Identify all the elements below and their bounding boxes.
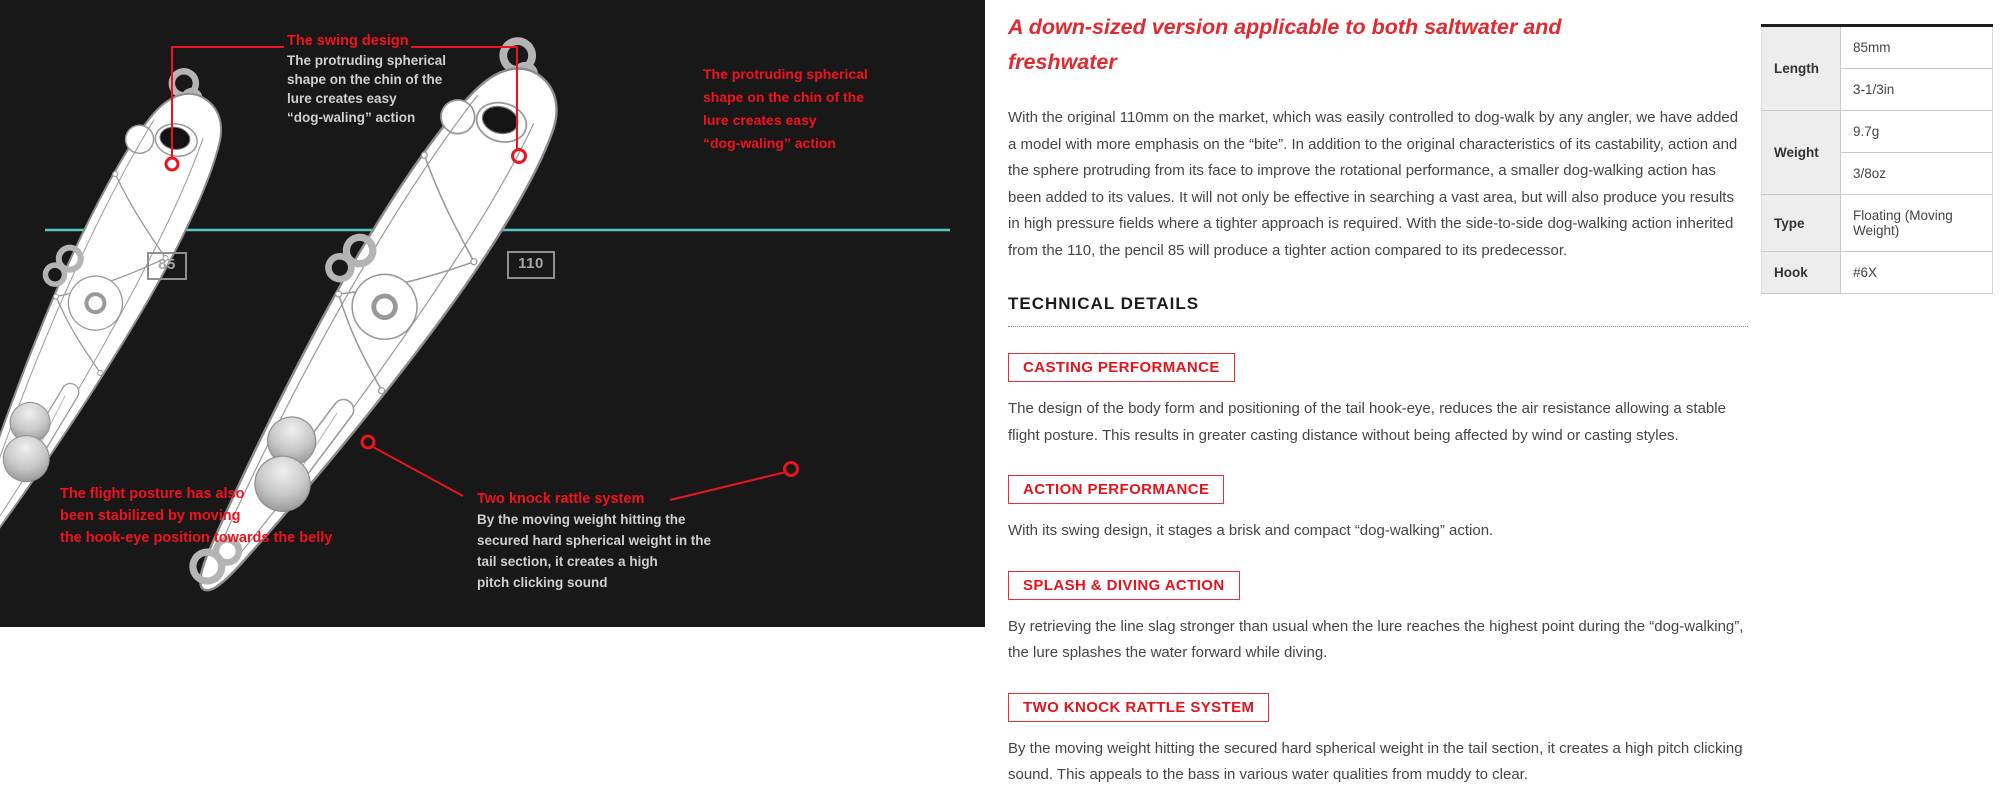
annotation-line: The protruding spherical — [703, 66, 868, 82]
technical-details-heading: TECHNICAL DETAILS — [1008, 294, 1200, 313]
spec-table — [1761, 24, 1993, 294]
annotation-line: shape on the chin of the — [287, 72, 443, 87]
annotation-line: “dog-waling” action — [703, 135, 836, 151]
section-text: By the moving weight hitting the secured hard spherical weight in the tail section, it creates a high pitch clicking sound. This appeals to the bass in various water qualities from muddy to clear. — [1008, 739, 1743, 783]
section-action-performance — [1008, 475, 1748, 545]
section-tag: SPLASH & DIVING ACTION — [1008, 571, 1240, 600]
spec-value: 3/8oz — [1841, 153, 1993, 195]
table-row — [1762, 111, 1993, 153]
section-splash-diving-action — [1008, 571, 1748, 667]
annotation-protruding-sphere — [703, 63, 868, 155]
annotation-title: Two knock rattle system — [477, 491, 645, 507]
section-text: The design of the body form and positioning of the tail hook-eye, reduces the air resistance allowing a stable flight posture. This results in greater casting distance without being affected by wind or casting styles. — [1008, 400, 1726, 444]
section-text: By retrieving the line slag stronger than usual when the lure reaches the highest point during the “dog-walking”, the lure splashes the water forward while diving. — [1008, 617, 1744, 661]
table-row — [1762, 26, 1993, 69]
annotation-two-knock — [477, 490, 711, 593]
annotation-line: “dog-waling” action — [287, 110, 416, 125]
annotation-line: The protruding spherical — [287, 53, 447, 68]
annotation-line: shape on the chin of the — [703, 89, 865, 105]
annotation-swing-design — [287, 32, 446, 127]
size-badge-85: 85 — [147, 252, 187, 280]
annotation-title: The swing design — [287, 33, 409, 49]
spec-value: 9.7g — [1841, 111, 1993, 153]
section-tag: CASTING PERFORMANCE — [1008, 353, 1235, 382]
annotation-line: pitch clicking sound — [477, 575, 608, 590]
annotation-flight-posture — [60, 483, 332, 549]
spec-value: 85mm — [1841, 26, 1993, 69]
annotation-line: tail section, it creates a high — [477, 554, 658, 569]
annotation-line: the hook-eye position towards the belly — [60, 530, 333, 546]
spec-value: #6X — [1841, 252, 1993, 294]
page-title: A down-sized version applicable to both saltwater and freshwater — [1008, 15, 1562, 74]
section-two-knock-rattle-system — [1008, 693, 1748, 789]
intro-paragraph: With the original 110mm on the market, which was easily controlled to dog-walk by any angler, we have added a model with more emphasis on the “bite”. In addition to the original characteristics of its castability, action and the sphere protruding from its face to improve the rotational performance, a smaller dog-walking action has been added to its values. It will not only be effective in searching a vast area, but will also produce you results in high pressure fields where a tighter approach is required. With the side-to-side dog-walking action inherited from the 110, the pencil 85 will produce a tighter action compared to its predecessor. — [1008, 109, 1739, 259]
section-text: With its swing design, it stages a brisk and compact “dog-walking” action. — [1008, 522, 1494, 539]
annotation-line: lure creates easy — [703, 112, 817, 128]
table-row — [1762, 252, 1993, 294]
section-tag: ACTION PERFORMANCE — [1008, 475, 1224, 504]
spec-label-type: Type — [1762, 195, 1841, 252]
spec-value: Floating (Moving Weight) — [1841, 195, 1993, 252]
annotation-line: been stabilized by moving — [60, 508, 241, 524]
annotation-line: The flight posture has also — [60, 486, 245, 502]
dotted-divider — [1008, 326, 1748, 327]
spec-label-hook: Hook — [1762, 252, 1841, 294]
section-tag: TWO KNOCK RATTLE SYSTEM — [1008, 693, 1269, 722]
spec-label-length: Length — [1762, 26, 1841, 111]
section-casting-performance — [1008, 353, 1748, 449]
product-description — [1008, 10, 1748, 789]
annotation-line: By the moving weight hitting the — [477, 512, 686, 527]
size-badge-110: 110 — [507, 251, 555, 279]
spec-value: 3-1/3in — [1841, 69, 1993, 111]
table-row — [1762, 195, 1993, 252]
annotation-line: secured hard spherical weight in the — [477, 533, 712, 548]
spec-label-weight: Weight — [1762, 111, 1841, 195]
annotation-line: lure creates easy — [287, 91, 397, 106]
lure-illustration-panel — [0, 0, 985, 627]
